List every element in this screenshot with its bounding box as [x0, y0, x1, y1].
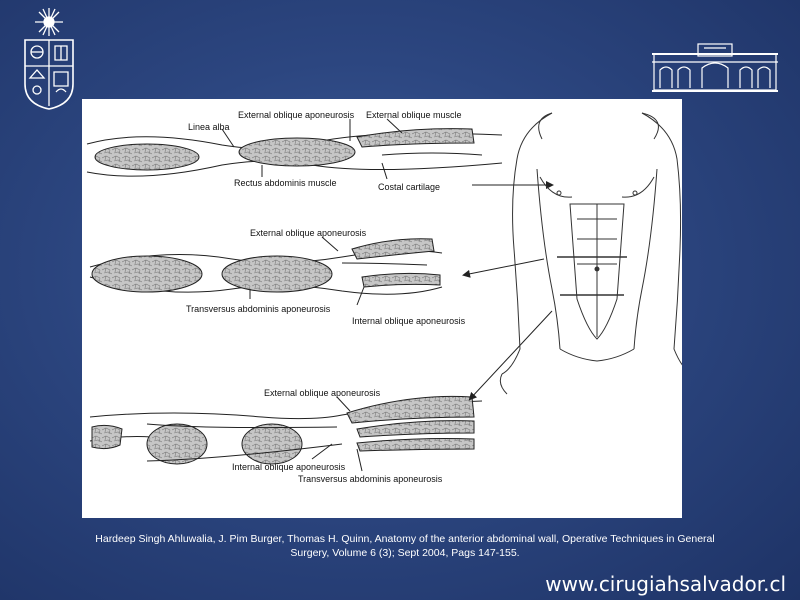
label-transversus-aponeurosis-2: Transversus abdominis aponeurosis: [186, 304, 331, 314]
label-int-oblique-aponeurosis-3: Internal oblique aponeurosis: [232, 462, 346, 472]
label-ext-oblique-aponeurosis-1: External oblique aponeurosis: [238, 110, 355, 120]
hospital-building-logo: [652, 42, 778, 94]
citation-text: [60, 532, 750, 560]
university-crest-logo: [20, 6, 78, 110]
label-rectus-abdominis: Rectus abdominis muscle: [234, 178, 337, 188]
label-ext-oblique-muscle: External oblique muscle: [366, 110, 462, 120]
label-transversus-aponeurosis-3: Transversus abdominis aponeurosis: [298, 474, 443, 484]
citation-line-1: Hardeep Singh Ahluwalia, J. Pim Burger, Thomas H. Quinn, Anatomy of the anterior abdominal wall, Operative Techniques in General: [95, 533, 715, 545]
cross-section-upper: [87, 119, 502, 179]
label-ext-oblique-aponeurosis-2: External oblique aponeurosis: [250, 228, 367, 238]
label-linea-alba: Linea alba: [188, 122, 230, 132]
label-int-oblique-aponeurosis-2: Internal oblique aponeurosis: [352, 316, 466, 326]
arrow-middle: [464, 259, 544, 275]
label-ext-oblique-aponeurosis-3: External oblique aponeurosis: [264, 388, 381, 398]
abdominal-wall-cross-sections: [82, 99, 682, 518]
anatomy-figure-panel: [82, 99, 682, 518]
torso-illustration: [500, 113, 682, 394]
cross-section-middle: [90, 237, 442, 305]
cross-section-lower: [90, 396, 482, 471]
website-url: www.cirugiahsalvador.cl: [545, 572, 786, 596]
citation-line-2: Surgery, Volume 6 (3); Sept 2004, Pags 147-155.: [290, 547, 520, 559]
arrow-lower: [470, 311, 552, 399]
label-costal-cartilage: Costal cartilage: [378, 182, 441, 192]
